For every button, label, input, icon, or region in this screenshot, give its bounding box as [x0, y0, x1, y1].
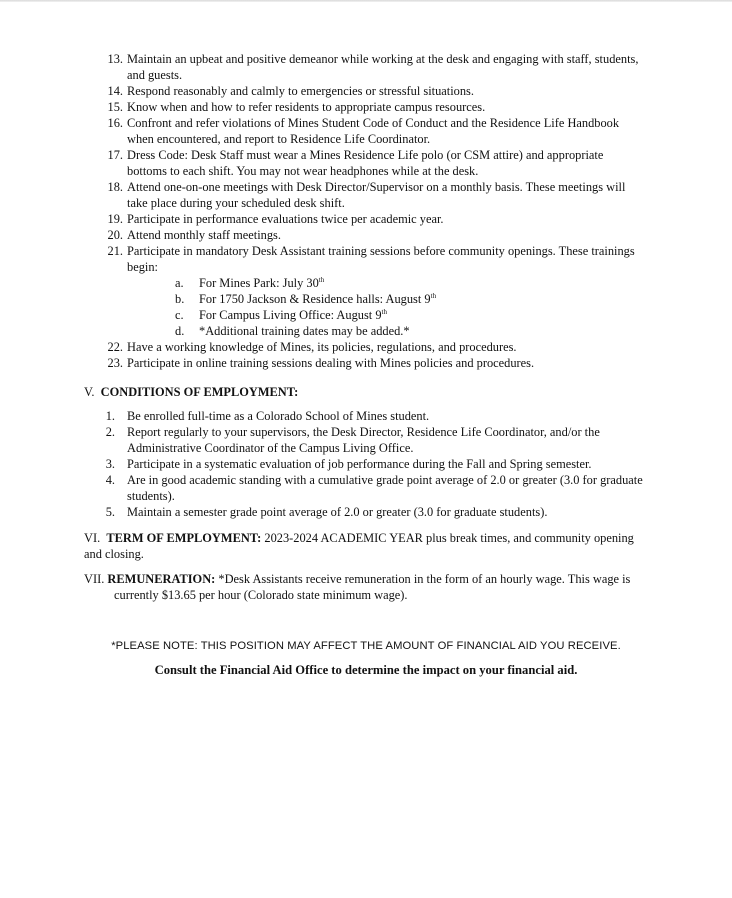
list-item	[99, 339, 644, 355]
item-letter: d.	[175, 324, 185, 338]
item-text: Have a working knowledge of Mines, its policies, regulations, and procedures.	[127, 340, 517, 354]
list-item	[99, 243, 644, 339]
item-number: 13.	[107, 52, 123, 66]
item-letter: c.	[175, 308, 184, 322]
item-text: Be enrolled full-time as a Colorado School of Mines student.	[127, 409, 430, 423]
conditions-list	[99, 408, 644, 520]
item-text: For Mines Park: July 30	[199, 276, 319, 290]
item-number: 17.	[107, 148, 123, 162]
item-number: 21.	[107, 244, 123, 258]
page-top-border	[0, 0, 732, 2]
item-text: Confront and refer violations of Mines Student Code of Conduct and the Residence Life Handbook when encountered, and report to Residence Life Coordinator.	[127, 116, 620, 146]
list-item	[99, 227, 644, 243]
item-text: Participate in performance evaluations twice per academic year.	[127, 212, 444, 226]
section-title: CONDITIONS OF EMPLOYMENT:	[100, 385, 299, 399]
section-text: 2023-2024 ACADEMIC YEAR plus break times, and community opening and closing.	[84, 531, 634, 561]
list-item	[99, 408, 644, 424]
item-number: 16.	[107, 116, 123, 130]
conditions-heading	[84, 384, 644, 400]
item-number: 3.	[105, 457, 115, 471]
list-item	[99, 472, 644, 504]
item-text: Dress Code: Desk Staff must wear a Mines Residence Life polo (or CSM attire) and appropriate bottoms to each shift. You may not wear headphones while at the desk.	[127, 148, 604, 178]
section-numeral: VII.	[84, 572, 105, 586]
sublist-item	[127, 275, 644, 291]
item-number: 22.	[107, 340, 123, 354]
item-number: 2.	[105, 425, 115, 439]
section-text: *Desk Assistants receive remuneration in the form of an hourly wage. This wage is currently $13.65 per hour (Colorado state minimum wage).	[114, 572, 631, 602]
list-item	[99, 51, 644, 83]
item-number: 1.	[105, 409, 115, 423]
item-number: 15.	[107, 100, 123, 114]
section-title: TERM OF EMPLOYMENT:	[106, 531, 262, 545]
section-numeral: V.	[84, 385, 95, 399]
item-letter: a.	[175, 276, 184, 290]
item-text: Attend one-on-one meetings with Desk Director/Supervisor on a monthly basis. These meetings will take place during your scheduled desk shift.	[127, 180, 626, 210]
list-item	[99, 456, 644, 472]
list-item	[99, 504, 644, 520]
list-item	[99, 99, 644, 115]
ordinal-suffix: th	[318, 275, 325, 284]
list-item	[99, 424, 644, 456]
item-text: Respond reasonably and calmly to emergencies or stressful situations.	[127, 84, 474, 98]
list-item	[99, 83, 644, 99]
item-text: Report regularly to your supervisors, the Desk Director, Residence Life Coordinator, and/or the Administrative Coordinator of the Campus Living Office.	[127, 425, 600, 455]
list-item	[99, 211, 644, 227]
item-text: Know when and how to refer residents to appropriate campus resources.	[127, 100, 486, 114]
item-text: Are in good academic standing with a cumulative grade point average of 2.0 or greater (3.0 for graduate students).	[127, 473, 643, 503]
item-number: 19.	[107, 212, 123, 226]
item-text: For 1750 Jackson & Residence halls: August 9	[199, 292, 431, 306]
list-item	[99, 115, 644, 147]
item-number: 4.	[105, 473, 115, 487]
ordinal-suffix: th	[381, 307, 387, 316]
item-number: 20.	[107, 228, 123, 242]
item-text: For Campus Living Office: August 9	[199, 308, 382, 322]
item-text: Participate in a systematic evaluation of job performance during the Fall and Spring semester.	[127, 457, 592, 471]
section-numeral: VI.	[84, 531, 101, 545]
section-title: REMUNERATION:	[107, 572, 216, 586]
list-item	[99, 147, 644, 179]
item-text: Participate in online training sessions dealing with Mines policies and procedures.	[127, 356, 535, 370]
list-item	[99, 179, 644, 211]
financial-aid-consult: Consult the Financial Aid Office to determine the impact on your financial aid.	[154, 663, 578, 677]
sublist-item	[127, 323, 644, 339]
item-number: 23.	[107, 356, 123, 370]
ordinal-suffix: th	[430, 291, 437, 300]
list-item	[99, 355, 644, 371]
sublist-item	[127, 307, 644, 323]
item-number: 5.	[105, 505, 115, 519]
item-number: 18.	[107, 180, 123, 194]
item-text: Attend monthly staff meetings.	[127, 228, 281, 242]
duties-list	[99, 51, 644, 371]
item-text: Participate in mandatory Desk Assistant training sessions before community openings. These trainings begin:	[127, 244, 635, 274]
term-paragraph	[84, 530, 644, 562]
item-number: 14.	[107, 84, 123, 98]
item-text: *Additional training dates may be added.*	[199, 324, 410, 338]
financial-aid-note: *PLEASE NOTE: THIS POSITION MAY AFFECT THE AMOUNT OF FINANCIAL AID YOU RECEIVE.	[111, 640, 621, 652]
sublist-item	[127, 291, 644, 307]
remuneration-paragraph	[84, 571, 674, 603]
item-text: Maintain an upbeat and positive demeanor while working at the desk and engaging with staff, students, and guests.	[127, 52, 639, 82]
item-letter: b.	[175, 292, 185, 306]
training-dates-list	[127, 275, 644, 339]
item-text: Maintain a semester grade point average of 2.0 or greater (3.0 for graduate students).	[127, 505, 548, 519]
